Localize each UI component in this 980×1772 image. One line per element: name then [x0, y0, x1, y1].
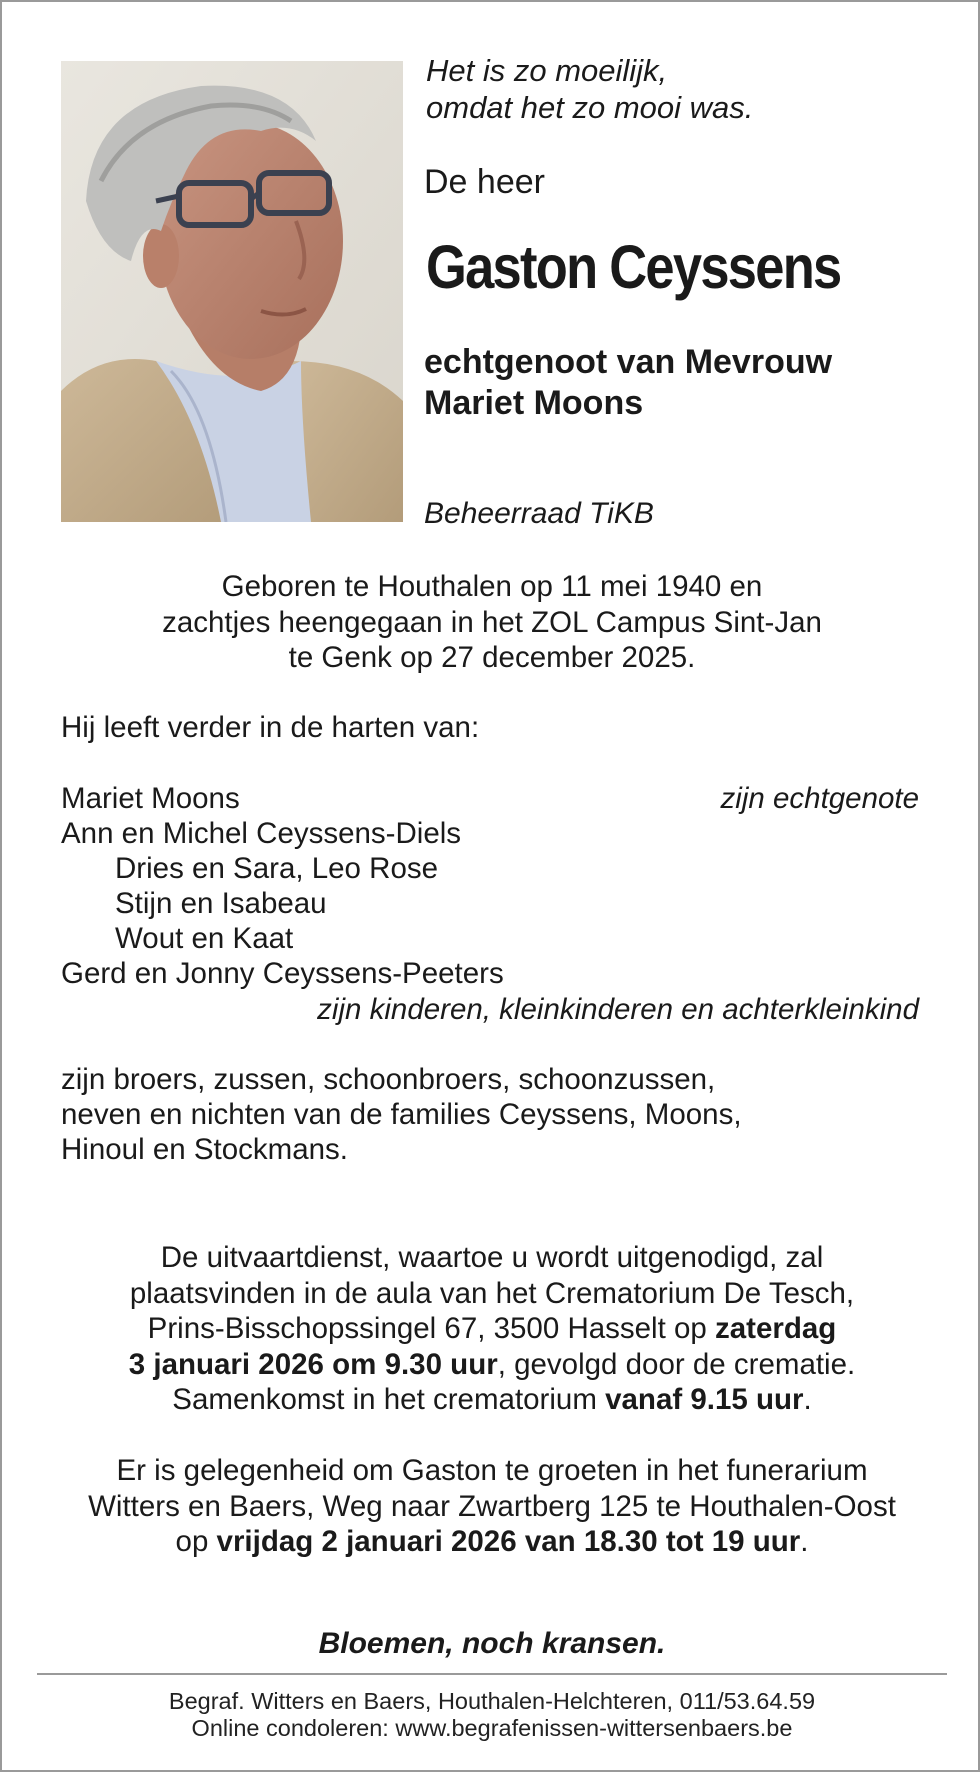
spouse-line [424, 342, 832, 424]
greeting-line-1: Er is gelegenheid om Gaston te groeten in het funerarium [116, 1454, 868, 1487]
greeting-line-3 [61, 1524, 923, 1560]
greeting-line-2: Witters en Baers, Weg naar Zwartberg 125 te Houthalen-Oost [88, 1489, 896, 1523]
birth-death-line-1: Geboren te Houthalen op 11 mei 1940 en [221, 570, 763, 603]
family-member: Stijn en Isabeau [115, 887, 327, 920]
relatives-line-3: Hinoul en Stockmans. [61, 1133, 348, 1166]
service-line-2: plaatsvinden in de aula van het Crematorium De Tesch, [129, 1276, 855, 1310]
footer [61, 1688, 923, 1742]
service-line-4 [61, 1347, 923, 1383]
service-line-1: De uitvaartdienst, waartoe u wordt uitgenodigd, zal [160, 1241, 824, 1274]
affiliation: Beheerraad TiKB [424, 497, 654, 530]
funeral-service-text [61, 1240, 923, 1418]
family-member: Ann en Michel Ceyssens-Diels [61, 817, 462, 850]
quote-line-1: Het is zo moeilijk, [426, 53, 668, 88]
service-day: zaterdag [715, 1312, 837, 1345]
footer-divider [37, 1673, 947, 1675]
relatives-line-1: zijn broers, zussen, schoonbroers, schoonzussen, [61, 1063, 716, 1096]
birth-death-line-2: zachtjes heengegaan in het ZOL Campus Sint-Jan [162, 605, 822, 639]
family-spouse-role: zijn echtgenote [720, 782, 919, 815]
birth-death-text [61, 569, 923, 676]
service-line-5 [61, 1382, 923, 1418]
spouse-line-1: echtgenoot van Mevrouw [424, 343, 833, 381]
footer-undertaker: Begraf. Witters en Baers, Houthalen-Helchteren, 011/53.64.59 [168, 1688, 816, 1714]
gathering-time: vanaf 9.15 uur [605, 1383, 804, 1416]
family-member: Wout en Kaat [115, 922, 294, 955]
family-member: Gerd en Jonny Ceyssens-Peeters [61, 957, 504, 990]
footer-condolences-link[interactable]: Online condoleren: www.begrafenissen-wittersenbaers.be [191, 1715, 793, 1741]
service-date-time: 3 januari 2026 om 9.30 uur [128, 1347, 498, 1381]
quote-line-2: omdat het zo mooi was. [426, 90, 754, 125]
birth-death-line-3: te Genk op 27 december 2025. [288, 641, 696, 674]
service-line-3 [61, 1311, 923, 1347]
spouse-line-2: Mariet Moons [424, 384, 644, 422]
portrait-photo [61, 61, 403, 522]
service-line-3-text: Prins-Bisschopssingel 67, 3500 Hasselt op [147, 1312, 716, 1345]
service-line-5-text: Samenkomst in het crematorium [172, 1383, 606, 1416]
family-children-role: zijn kinderen, kleinkinderen en achterkleinkind [317, 993, 919, 1026]
family-spouse-name: Mariet Moons [61, 782, 240, 815]
salutation: De heer [424, 163, 545, 201]
greeting-line-3-text: op [175, 1525, 217, 1558]
greeting-date-time: vrijdag 2 januari 2026 van 18.30 tot 19 uur [216, 1525, 801, 1558]
relatives-line-2: neven en nichten van de families Ceyssens, Moons, [61, 1098, 742, 1131]
service-line-5-end: . [803, 1383, 812, 1416]
relatives-text [61, 1062, 742, 1167]
quote [426, 52, 753, 126]
lives-on-heading: Hij leeft verder in de harten van: [61, 711, 480, 744]
service-line-4-text: , gevolgd door de crematie. [497, 1347, 856, 1381]
flowers-note: Bloemen, noch kransen. [318, 1627, 666, 1660]
greeting-text [61, 1453, 923, 1560]
family-member: Dries en Sara, Leo Rose [115, 852, 439, 885]
deceased-name: Gaston Ceyssens [426, 233, 841, 301]
greeting-line-3-end: . [800, 1525, 809, 1558]
